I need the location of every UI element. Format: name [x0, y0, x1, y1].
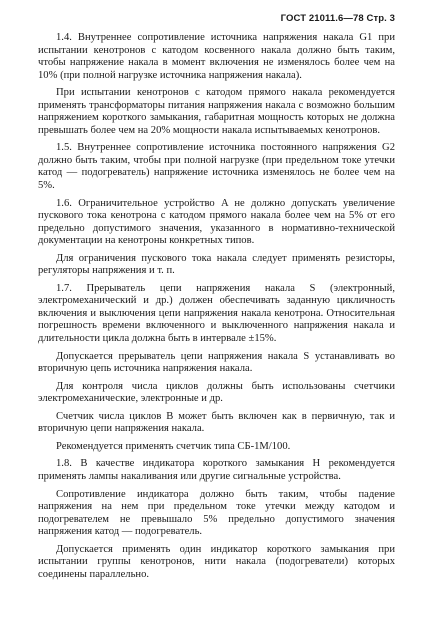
paragraph-1-5: 1.5. Внутреннее сопротивление источника постоянного напряжения G2 должно быть таким, чтобы при полной нагрузке (при предельном токе утечки катод — подогреватель) напряжение источника изменялось не более чем на 5%. — [38, 142, 395, 192]
paragraph-direct-heating: При испытании кенотронов с катодом прямого накала рекомендуется применять трансформаторы питания напряжения накала с возможно большим напряжением короткого замыкания, габаритная мощность которых не должна превышать более чем на 20% мощности накала испытываемых кенотронов. — [38, 87, 395, 136]
page-header: ГОСТ 21011.6—78 Стр. 3 — [280, 13, 395, 24]
paragraph-1-4: 1.4. Внутреннее сопротивление источника напряжения накала G1 при испытании кенотронов с катодом косвенного накала должно быть таким, чтобы напряжение накала в момент включения не изменялось более чем на 10% (при полной нагрузке источника напряжения накала). — [38, 32, 395, 81]
paragraph-counters: Для контроля числа циклов должны быть использованы счетчики электромеханические, электронные и др. — [38, 380, 395, 405]
paragraph-counter-b: Счетчик числа циклов B может быть включен как в первичную, так и вторичную цепи напряжения накала. — [38, 410, 395, 435]
paragraph-interrupter: Допускается прерыватель цепи напряжения накала S устанавливать во вторичную цепь источника напряжения накала. — [38, 350, 395, 375]
document-body — [38, 32, 395, 586]
paragraph-1-6: 1.6. Ограничительное устройство A не должно допускать увеличение пускового тока кенотрона с катодом прямого накала более чем на 5% от его предельно допустимого значения, указанного в нормативно-технической документации на кенотроны конкретных типов. — [38, 197, 395, 247]
paragraph-1-8: 1.8. В качестве индикатора короткого замыкания H рекомендуется применять лампы накаливания или другие сигнальные устройства. — [38, 458, 395, 482]
paragraph-1-7: 1.7. Прерыватель цепи напряжения накала S (электронный, электромеханический и др.) должен обеспечивать заданную цикличность включения и выключения цепи напряжения накала кенотрона. Относительная погрешность времени включенного и выключенного напряжения накала и длительности цикла должна быть в интервале ±15%. — [38, 282, 395, 345]
paragraph-indicator-resistance: Сопротивление индикатора должно быть таким, чтобы падение напряжения на нем при предельном токе утечки между катодом и подогревателем не превышало 5% предельно допустимого значения напряжения катод — подогреватель. — [38, 488, 395, 538]
paragraph-indicator-group: Допускается применять один индикатор короткого замыкания при испытании группы кенотронов, нити накала (подогреватели) которых соединены параллельно. — [38, 543, 395, 580]
paragraph-start-current: Для ограничения пускового тока накала следует применять резисторы, регуляторы напряжения и т. п. — [38, 252, 395, 277]
paragraph-counter-type: Рекомендуется применять счетчик типа СБ-1М/100. — [56, 440, 291, 452]
